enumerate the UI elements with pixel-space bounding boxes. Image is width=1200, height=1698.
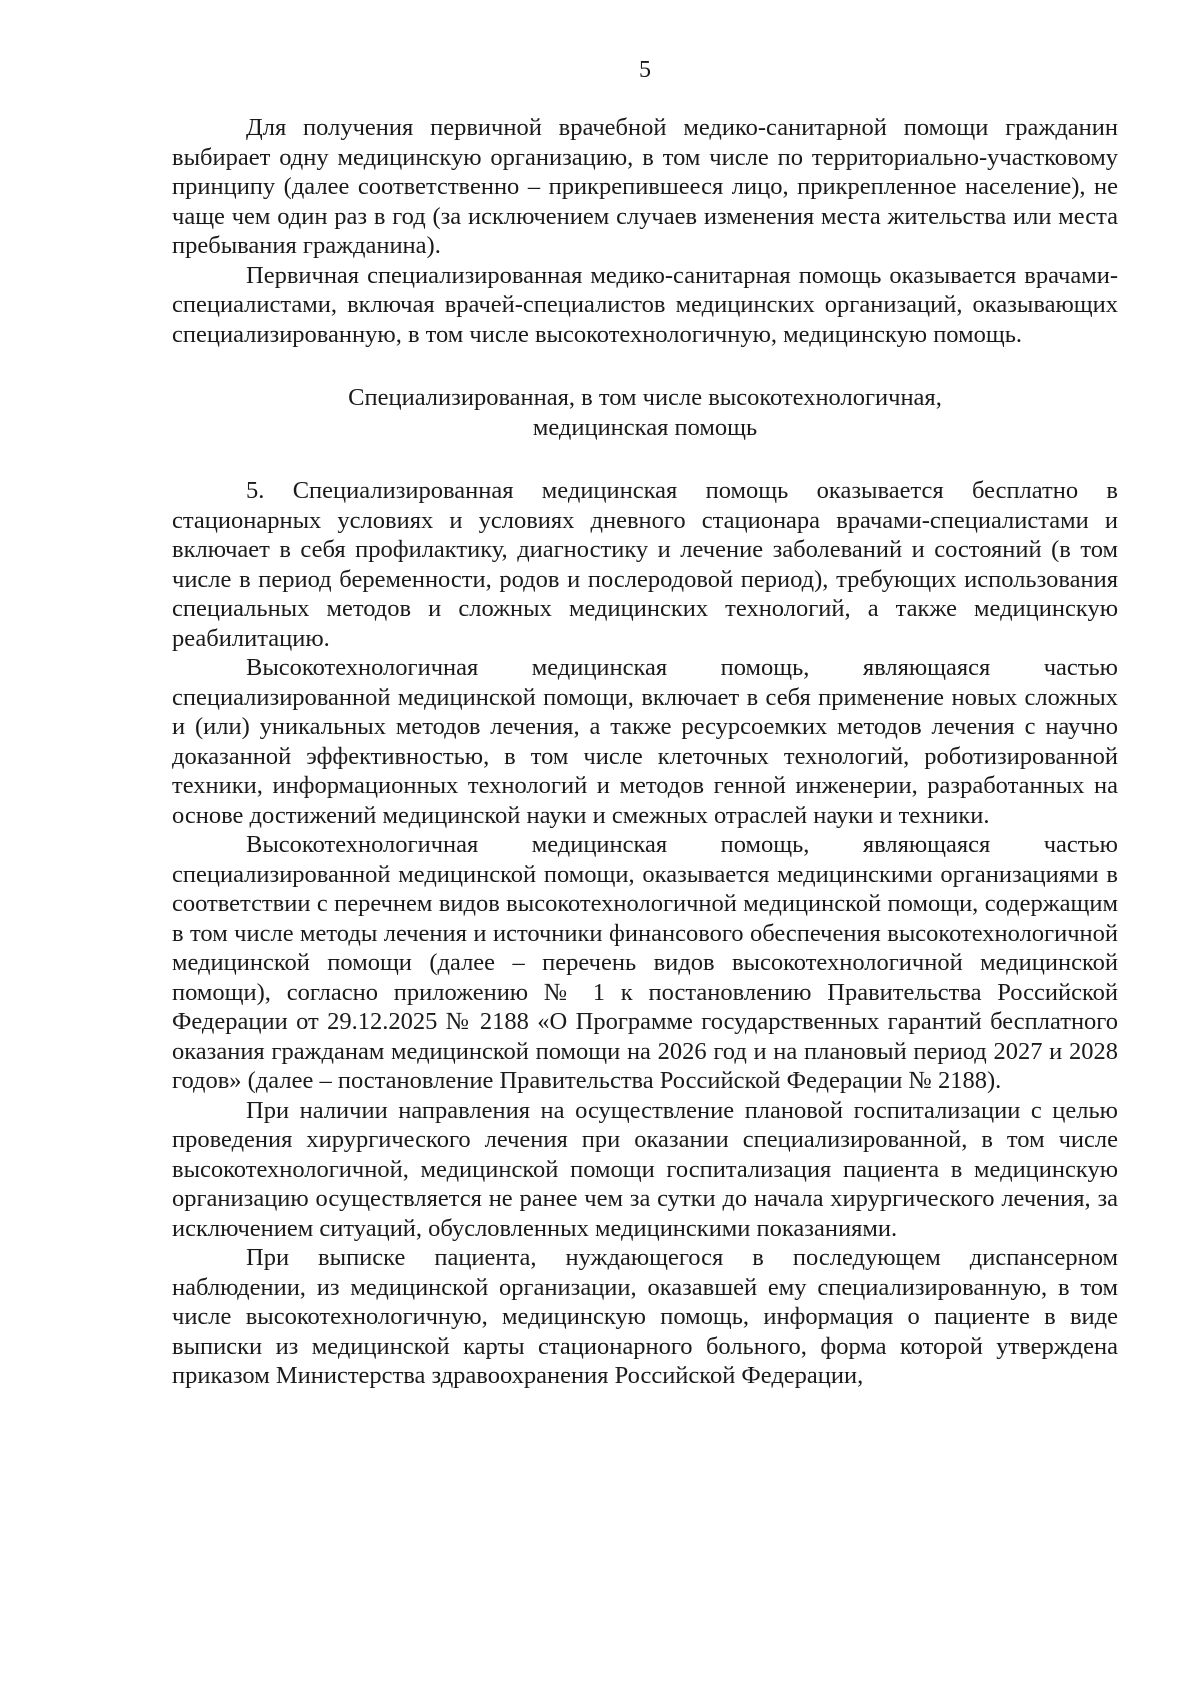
- paragraph-specialized-care: 5. Специализированная медицинская помощь оказывается бесплатно в стационарных условиях и условиях дневного стационара врачами-специалистами и включает в себя профилактику, диагностику и лечение заболеваний и состояний (в том числе в период беременности, родов и послеродовой период), требующих использования специальных методов и сложных медицинских технологий, а также медицинскую реабилитацию.: [172, 477, 1118, 652]
- section-heading: [172, 383, 1118, 442]
- section-heading-line-2: медицинская помощь: [532, 413, 758, 441]
- document-body: [172, 113, 1118, 1391]
- paragraph-primary-care-choice: Для получения первичной врачебной медико-санитарной помощи гражданин выбирает одну медицинскую организацию, в том числе по территориально-участковому принципу (далее соответственно – прикрепившееся лицо, прикрепленное население), не чаще чем один раз в год (за исключением случаев изменения места жительства или места пребывания гражданина).: [172, 114, 1118, 259]
- paragraph-discharge: При выписке пациента, нуждающегося в последующем диспансерном наблюдении, из медицинской организации, оказавшей ему специализированную, в том числе высокотехнологичную, медицинскую помощь, информация о пациенте в виде выписки из медицинской карты стационарного больного, форма которой утверждена приказом Министерства здравоохранения Российской Федерации,: [172, 1244, 1118, 1389]
- page-number: 5: [639, 57, 651, 83]
- paragraph-primary-specialized-care: Первичная специализированная медико-санитарная помощь оказывается врачами-специалистами, включая врачей-специалистов медицинских организаций, оказывающих специализированную, в том числе высокотехнологичную, медицинскую помощь.: [172, 261, 1118, 348]
- section-heading-line-1: Специализированная, в том числе высокотехнологичная,: [348, 384, 942, 411]
- paragraph-high-tech-definition: Высокотехнологичная медицинская помощь, являющаяся частью специализированной медицинской помощи, включает в себя применение новых сложных и (или) уникальных методов лечения, а также ресурсоемких методов лечения с научно доказанной эффективностью, в том числе клеточных технологий, роботизированной техники, информационных технологий и методов генной инженерии, разработанных на основе достижений медицинской науки и смежных отраслей науки и техники.: [172, 654, 1118, 829]
- paragraph-high-tech-provision: Высокотехнологичная медицинская помощь, являющаяся частью специализированной медицинской помощи, оказывается медицинскими организациями в соответствии с перечнем видов высокотехнологичной медицинской помощи, содержащим в том числе методы лечения и источники финансового обеспечения высокотехнологичной медицинской помощи (далее – перечень видов высокотехнологичной медицинской помощи), согласно приложению № 1 к постановлению Правительства Российской Федерации от 29.12.2025 № 2188 «О Программе государственных гарантий бесплатного оказания гражданам медицинской помощи на 2026 год и на плановый период 2027 и 2028 годов» (далее – постановление Правительства Российской Федерации № 2188).: [172, 831, 1118, 1094]
- paragraph-planned-hospitalization: При наличии направления на осуществление плановой госпитализации с целью проведения хирургического лечения при оказании специализированной, в том числе высокотехнологичной, медицинской помощи госпитализация пациента в медицинскую организацию осуществляется не ранее чем за сутки до начала хирургического лечения, за исключением ситуаций, обусловленных медицинскими показаниями.: [172, 1096, 1118, 1242]
